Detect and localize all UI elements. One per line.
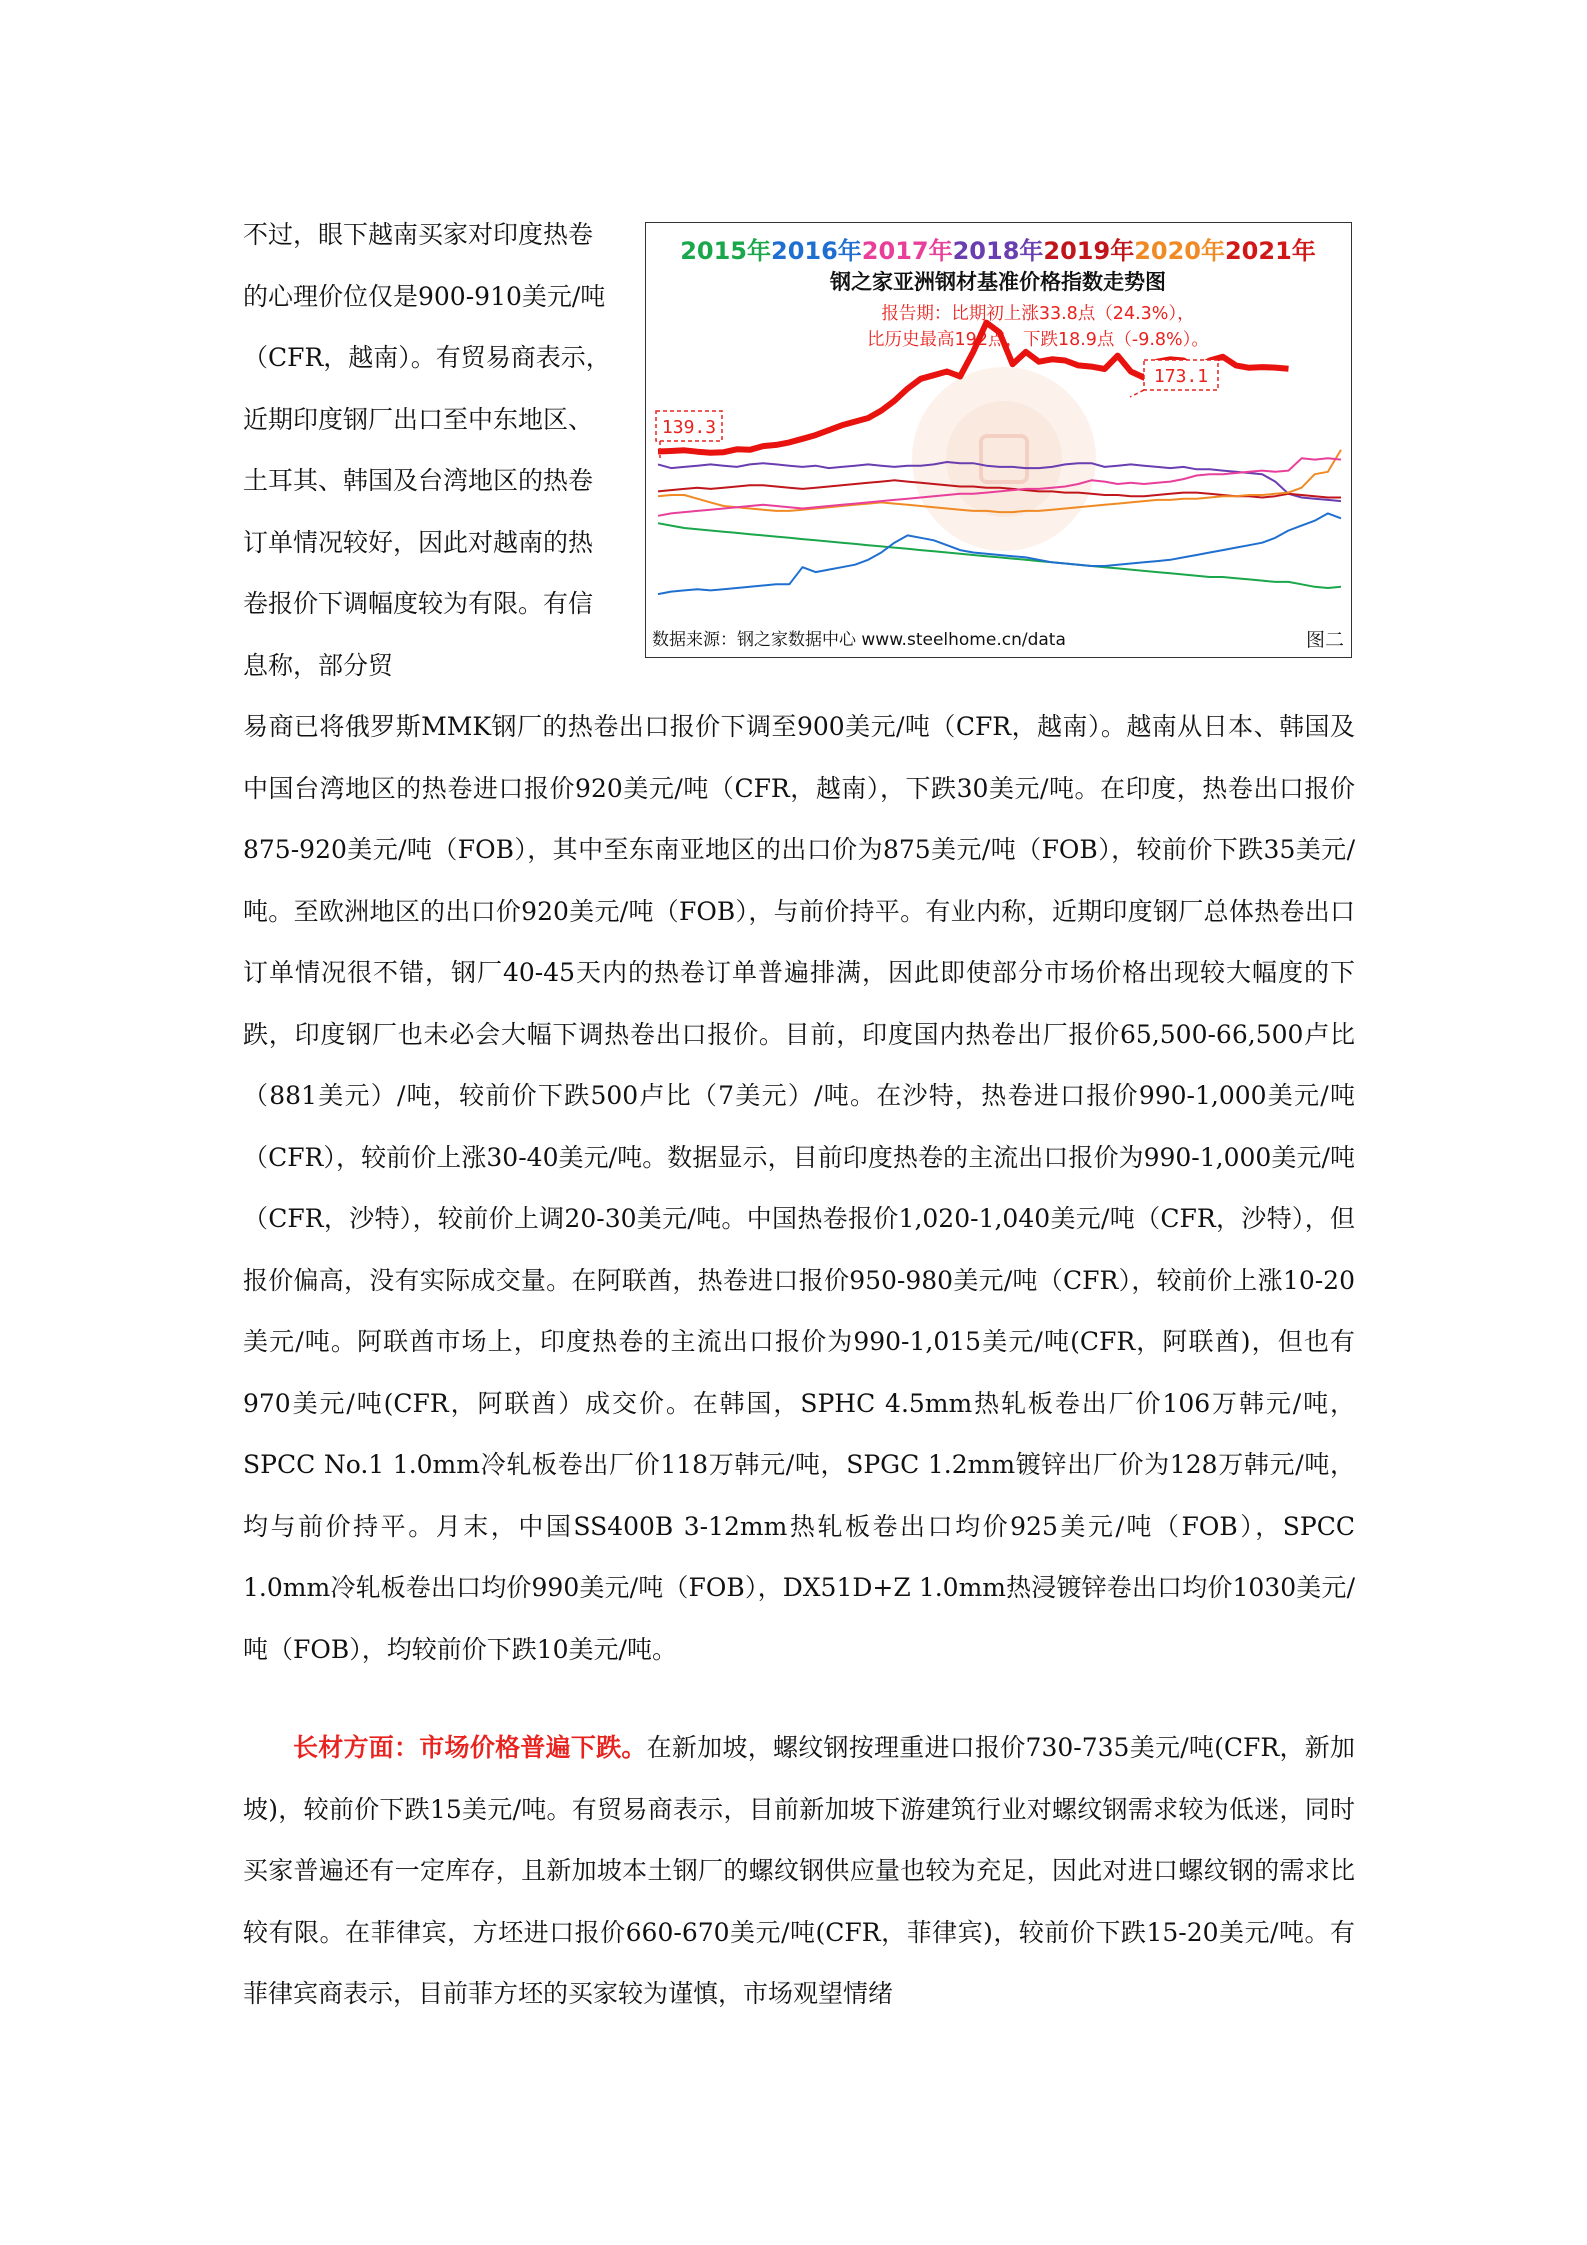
watermark-logo [912, 367, 1096, 551]
long-products-paragraph [243, 1717, 1355, 2025]
price-index-chart [646, 223, 1351, 657]
float-paragraph: 不过，眼下越南买家对印度热卷的心理价位仅是900-910美元/吨（CFR，越南）。有贸易商表示，近期印度钢厂出口至中东地区、土耳其、韩国及台湾地区的热卷订单情况较好，因此对越南的热卷报价下调幅度较为有限。有信息称，部分贸 [243, 220, 611, 680]
chart-title: 钢之家亚洲钢材基准价格指数走势图 [830, 270, 1166, 294]
figure-label: 图二 [1305, 629, 1344, 651]
chart-years-title [680, 237, 1316, 265]
long-products-text: 在新加坡，螺纹钢按理重进口报价730-735美元/吨(CFR，新加坡)，较前价下跌15美元/吨。有贸易商表示，目前新加坡下游建筑行业对螺纹钢需求较为低迷，同时买家普遍还有一定库存，且新加坡本土钢厂的螺纹钢供应量也较为充足，因此对进口螺纹钢的需求比较有限。在菲律宾，方坯进口报价660-670美元/吨(CFR，菲律宾)，较前价下跌15-20美元/吨。有菲律宾商表示，目前菲方坯的买家较为谨慎，市场观望情绪 [243, 1733, 1355, 2008]
main-paragraph: 易商已将俄罗斯MMK钢厂的热卷出口报价下调至900美元/吨（CFR，越南）。越南从日本、韩国及中国台湾地区的热卷进口报价920美元/吨（CFR，越南），下跌30美元/吨。在印度，热卷出口报价875-920美元/吨（FOB），其中至东南亚地区的出口价为875美元/吨（FOB），较前价下跌35美元/吨。至欧洲地区的出口价920美元/吨（FOB），与前价持平。有业内称，近期印度钢厂总体热卷出口订单情况很不错，钢厂40-45天内的热卷订单普遍排满，因此即使部分市场价格出现较大幅度的下跌，印度钢厂也未必会大幅下调热卷出口报价。目前，印度国内热卷出厂报价65,500-66,500卢比（881美元）/吨，较前价下跌500卢比（7美元）/吨。在沙特，热卷进口报价990-1,000美元/吨（CFR），较前价上涨30-40美元/吨。数据显示，目前印度热卷的主流出口报价为990-1,000美元/吨（CFR，沙特），较前价上调20-30美元/吨。中国热卷报价1,020-1,040美元/吨（CFR，沙特），但报价偏高，没有实际成交量。在阿联酋，热卷进口报价950-980美元/吨（CFR），较前价上涨10-20美元/吨。阿联酋市场上，印度热卷的主流出口报价为990-1,015美元/吨(CFR，阿联酋)，但也有970美元/吨(CFR，阿联酋）成交价。在韩国，SPHC 4.5mm热轧板卷出厂价106万韩元/吨，SPCC No.1 1.0mm冷轧板卷出厂价118万韩元/吨，SPGC 1.2mm镀锌出厂价为128万韩元/吨，均与前价持平。月末，中国SS400B 3-12mm热轧板卷出口均价925美元/吨（FOB），SPCC 1.0mm冷轧板卷出口均价990美元/吨（FOB），DX51D+Z 1.0mm热浸镀锌卷出口均价1030美元/吨（FOB），均较前价下跌10美元/吨。 [243, 712, 1355, 1664]
report-line-1: 报告期：比期初上涨33.8点（24.3%）， [881, 304, 1195, 324]
year-label-0: 2015年 [680, 237, 772, 265]
year-label-3: 2018年 [952, 237, 1044, 265]
data-source: 数据来源：钢之家数据中心 www.steelhome.cn/data [652, 630, 1066, 650]
long-products-heading: 长材方面：市场价格普遍下跌。 [293, 1733, 647, 1762]
year-label-1: 2016年 [771, 237, 862, 265]
start-value-label: 139.3 [661, 417, 717, 438]
year-label-4: 2019年 [1043, 237, 1135, 265]
price-index-figure [645, 222, 1352, 658]
end-value-label: 173.1 [1153, 366, 1209, 387]
year-label-5: 2020年 [1134, 237, 1225, 265]
year-label-6: 2021年 [1224, 237, 1316, 265]
year-label-2: 2017年 [861, 237, 953, 265]
report-line-2: 比历史最高192点，下跌18.9点（-9.8%）。 [867, 330, 1209, 350]
